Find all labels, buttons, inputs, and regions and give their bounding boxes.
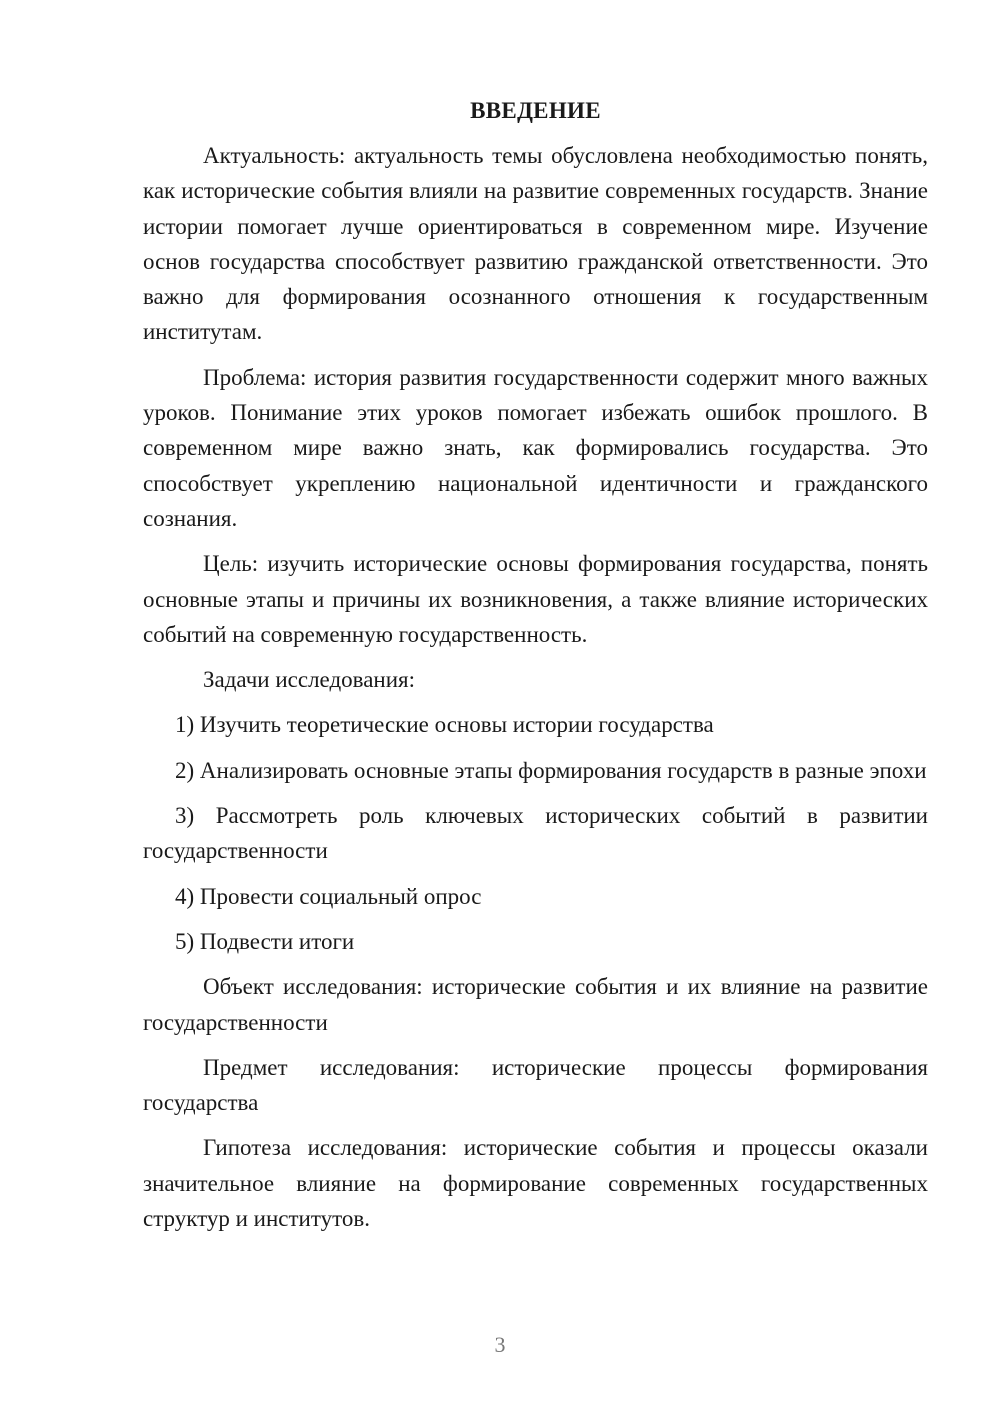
tasks-list <box>143 707 928 959</box>
page-content <box>143 93 928 1246</box>
task-item: 1) Изучить теоретические основы истории государства <box>175 712 714 738</box>
tasks-heading: Задачи исследования: <box>203 667 416 693</box>
task-item: 4) Провести социальный опрос <box>175 883 482 909</box>
relevance-paragraph: Актуальность: актуальность темы обусловлена необходимостью понять, как исторические события влияли на развитие современных государств. Знание истории помогает лучше ориентироваться в современном мире. Изучение основ государства способствует развитию гражданской ответственности. Это важно для формирования осознанного отношения к государственным институтам. <box>143 143 928 345</box>
hypothesis-paragraph: Гипотеза исследования: исторические события и процессы оказали значительное влияние на формирование современных государственных структур и институтов. <box>143 1135 928 1232</box>
page-title: ВВЕДЕНИЕ <box>470 98 601 123</box>
problem-paragraph: Проблема: история развития государственности содержит много важных уроков. Понимание этих уроков помогает избежать ошибок прошлого. В современном мире важно знать, как формировались государства. Это способствует укреплению национальной идентичности и гражданского сознания. <box>143 364 928 531</box>
object-paragraph: Объект исследования: исторические события и их влияние на развитие государственности <box>143 974 928 1035</box>
goal-paragraph: Цель: изучить исторические основы формирования государства, понять основные этапы и причины их возникновения, а также влияние исторических событий на современную государственность. <box>143 551 928 647</box>
task-item: 5) Подвести итоги <box>175 928 355 954</box>
task-item: 2) Анализировать основные этапы формирования государств в разные эпохи <box>175 757 927 783</box>
subject-paragraph: Предмет исследования: исторические процессы формирования государства <box>143 1054 928 1116</box>
task-item: 3) Рассмотреть роль ключевых исторических событий в развитии государственности <box>143 803 928 864</box>
page-number: 3 <box>494 1332 506 1357</box>
